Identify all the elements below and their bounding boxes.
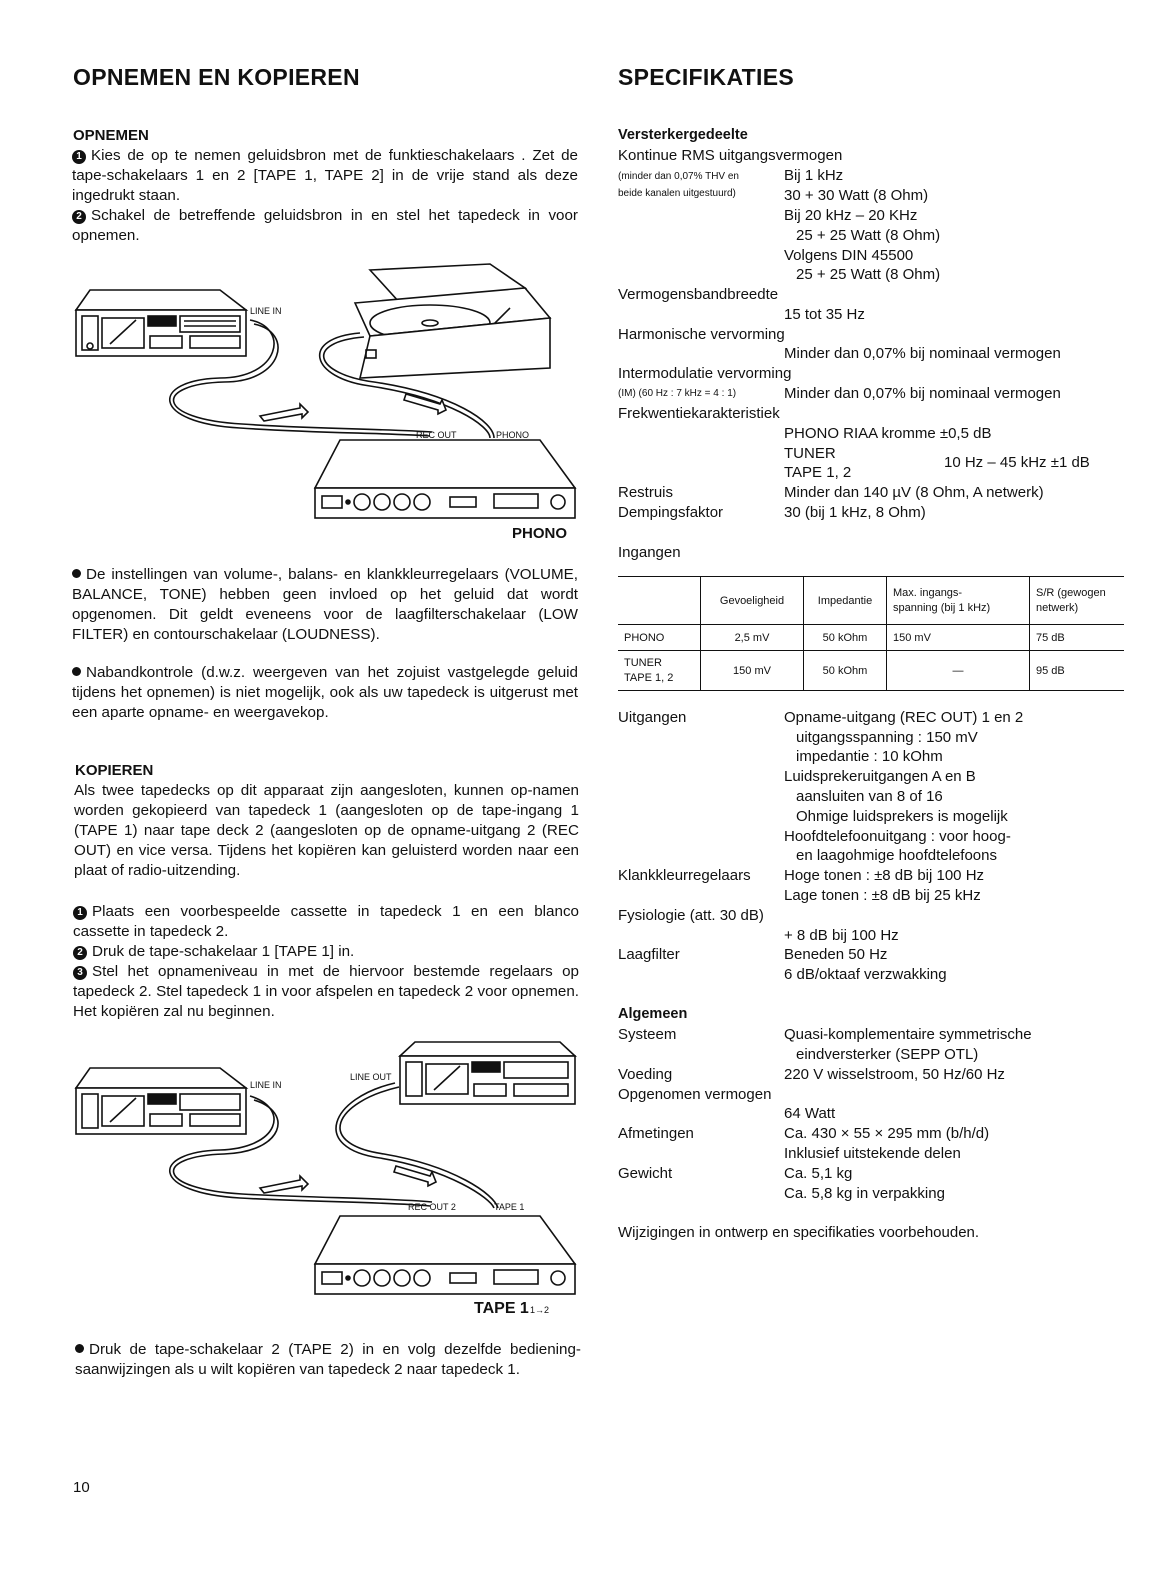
output-line-8: en laagohmige hoofdtelefoons xyxy=(796,847,997,864)
diagram2-caption-small: 1→2 xyxy=(530,1305,550,1315)
tape-1-jack-label: TAPE 1 xyxy=(494,1202,525,1212)
step-number-badge: 1 xyxy=(72,150,86,164)
table-header-cell: Impedantie xyxy=(804,577,887,625)
diagram2-caption: TAPE 1 xyxy=(474,1300,529,1317)
outputs-label: Uitgangen xyxy=(618,709,687,726)
inputs-table xyxy=(618,576,1124,691)
opnemen-step-2: 2 Schakel de betreffende geluidsbron in en stel het tapedeck in voor opnemen. xyxy=(72,207,578,244)
bullet-dot-icon xyxy=(72,569,81,578)
din: Volgens DIN 45500 xyxy=(784,247,914,264)
table-cell: — xyxy=(887,651,1030,691)
amplifier-illustration xyxy=(315,1216,575,1294)
bandwidth: 15 tot 35 Hz xyxy=(784,306,865,323)
dimensions-1: Ca. 430 × 55 × 295 mm (b/h/d) xyxy=(784,1125,990,1142)
damping: 30 (bij 1 kHz, 8 Ohm) xyxy=(784,504,926,521)
page-title-left: OPNEMEN EN KOPIEREN xyxy=(73,64,360,90)
step-number-badge: 1 xyxy=(73,906,87,920)
recording-diagram xyxy=(70,258,590,548)
system-label: Systeem xyxy=(618,1026,677,1043)
power-1: 30 + 30 Watt (8 Ohm) xyxy=(784,187,929,204)
lowfilter-label: Laagfilter xyxy=(618,946,680,963)
line-out-label: LINE OUT xyxy=(350,1072,392,1082)
noise-label: Restruis xyxy=(618,484,674,501)
im-note: (IM) (60 Hz : 7 kHz = 4 : 1) xyxy=(618,388,737,399)
spec-footer: Wijzigingen in ontwerp en specifikaties voorbehouden. xyxy=(618,1224,980,1241)
table-cell: 75 dB xyxy=(1030,625,1125,651)
table-cell: 2,5 mV xyxy=(701,625,804,651)
system-1: Quasi-komplementaire symmetrische xyxy=(784,1026,1032,1043)
opnemen-heading: OPNEMEN xyxy=(73,127,149,144)
im: Minder dan 0,07% bij nominaal vermogen xyxy=(784,385,1061,402)
opnemen-steps xyxy=(72,146,578,246)
kopieren-intro: Als twee tapedecks op dit apparaat zijn aangesloten, kunnen op-namen worden gekopieerd van tapedeck 1 (aangesloten op de tape-ingang 1 (TAPE 1) naar tape deck 2 (aangesloten op de opname-uitgang 2 (REC OUT) en vice versa. Tijdens het kopiëren kan geluisterd worden naar een plaat of radio-uitzending. xyxy=(74,782,579,879)
thd-note-2: beide kanalen uitgestuurd) xyxy=(618,188,736,199)
kopieren-step-3: 3 Stel het opnameniveau in met de hiervoor bestemde regelaars op tapedeck 2. Stel tapedeck 1 in voor afspelen en tapedeck 2 voor opnemen. Het kopiëren zal nu beginnen. xyxy=(73,963,579,1020)
tone-high: Hoge tonen : ±8 dB bij 100 Hz xyxy=(784,867,985,884)
bullet-dot-icon xyxy=(72,667,81,676)
power-2: 25 + 25 Watt (8 Ohm) xyxy=(796,227,941,244)
line-in-label: LINE IN xyxy=(250,1080,282,1090)
table-header-row xyxy=(618,577,1124,625)
output-line-1: Opname-uitgang (REC OUT) 1 en 2 xyxy=(784,709,1024,726)
table-cell: 95 dB xyxy=(1030,651,1125,691)
table-cell: PHONO xyxy=(624,631,665,644)
physio-label: Fysiologie (att. 30 dB) xyxy=(618,907,764,924)
harmonic: Minder dan 0,07% bij nominaal vermogen xyxy=(784,345,1061,362)
freq-range: 10 Hz – 45 kHz ±1 dB xyxy=(944,454,1090,471)
diagram1-caption: PHONO xyxy=(512,525,568,542)
noise: Minder dan 140 µV (8 Ohm, A netwerk) xyxy=(784,484,1044,501)
rec-out-label: REC OUT xyxy=(416,430,457,440)
page-number: 10 xyxy=(73,1479,90,1496)
kopieren-step-1: 1 Plaats een voorbespeelde cassette in tapedeck 1 en een blanco cassette in tapedeck 2. xyxy=(73,903,579,940)
output-line-2: uitgangsspanning : 150 mV xyxy=(796,729,978,746)
amplifier-illustration xyxy=(315,440,575,518)
step-number-badge: 3 xyxy=(73,966,87,980)
freq-phono: PHONO RIAA kromme ±0,5 dB xyxy=(784,425,992,442)
at-20khz: Bij 20 kHz – 20 KHz xyxy=(784,207,918,224)
power-supply-label: Voeding xyxy=(618,1066,673,1083)
bullet-1: De instellingen van volume-, balans- en klankkleurregelaars (VOLUME, BALANCE, TONE) hebben geen invloed op het geluid dat wordt opgenomen. Dit geldt eveneens voor de laagfilterschakelaar (LOW FILTER) en contourschakelaar (LOUDNESS). xyxy=(72,566,578,643)
table-row xyxy=(618,625,1124,651)
page-title-right: SPECIFIKATIES xyxy=(618,64,794,90)
tape-deck-1-illustration xyxy=(76,1068,246,1134)
kopieren-steps xyxy=(73,902,579,1022)
output-line-3: impedantie : 10 kOhm xyxy=(796,748,943,765)
table-header-cell: Max. ingangs- spanning (bij 1 kHz) xyxy=(887,577,1030,625)
lowfilter-2: 6 dB/oktaaf verzwakking xyxy=(784,966,947,983)
physio: + 8 dB bij 100 Hz xyxy=(784,927,899,944)
step-number-badge: 2 xyxy=(72,210,86,224)
inputs-label: Ingangen xyxy=(618,544,681,561)
power-3: 25 + 25 Watt (8 Ohm) xyxy=(796,266,941,283)
kopieren-heading: KOPIEREN xyxy=(75,762,154,779)
dimensions-label: Afmetingen xyxy=(618,1125,694,1142)
bullet-dot-icon xyxy=(75,1344,84,1353)
bullet-3: Druk de tape-schakelaar 2 (TAPE 2) in en volg dezelfde bediening-saanwijzingen als u wilt kopiëren van tapedeck 2 naar tapedeck 1. xyxy=(75,1341,581,1378)
bullet-2: Nabandkontrole (d.w.z. weergeven van het zojuist vastgelegde geluid tijdens het opnemen) is niet mogelijk, ook als uw tapedeck is uitgerust met een aparte opname- en weergavekop. xyxy=(72,664,578,721)
weight-label: Gewicht xyxy=(618,1165,673,1182)
consumption: 64 Watt xyxy=(784,1105,836,1122)
bandwidth-label: Vermogensbandbreedte xyxy=(618,286,779,303)
at-1khz: Bij 1 kHz xyxy=(784,167,844,184)
output-line-4: Luidsprekeruitgangen A en B xyxy=(784,768,976,785)
table-cell: TUNER TAPE 1, 2 xyxy=(624,656,674,684)
rec-out-2-label: REC OUT 2 xyxy=(408,1202,456,1212)
output-line-5: aansluiten van 8 of 16 xyxy=(796,788,943,805)
step-number-badge: 2 xyxy=(73,946,87,960)
consumption-label: Opgenomen vermogen xyxy=(618,1086,772,1103)
freq-tuner: TUNER xyxy=(784,445,836,462)
freq-tape: TAPE 1, 2 xyxy=(784,464,852,481)
table-header-cell xyxy=(618,577,701,625)
damping-label: Dempingsfaktor xyxy=(618,504,724,521)
output-line-6: Ohmige luidsprekers is mogelijk xyxy=(796,808,1008,825)
system-2: eindversterker (SEPP OTL) xyxy=(796,1046,979,1063)
table-cell: 50 kOhm xyxy=(804,625,887,651)
harmonic-label: Harmonische vervorming xyxy=(618,326,785,343)
im-label: Intermodulatie vervorming xyxy=(618,365,792,382)
weight-1: Ca. 5,1 kg xyxy=(784,1165,853,1182)
copying-diagram xyxy=(70,1038,590,1323)
kopieren-step-2: 2 Druk de tape-schakelaar 1 [TAPE 1] in. xyxy=(73,942,579,962)
freq-label: Frekwentiekarakteristiek xyxy=(618,405,780,422)
tone-label: Klankkleurregelaars xyxy=(618,867,751,884)
line-in-label: LINE IN xyxy=(250,306,282,316)
table-header-cell: Gevoeligheid xyxy=(701,577,804,625)
power-supply: 220 V wisselstroom, 50 Hz/60 Hz xyxy=(784,1066,1005,1083)
phono-jack-label: PHONO xyxy=(496,430,530,440)
tape-deck-illustration xyxy=(76,290,246,356)
general-heading: Algemeen xyxy=(618,1006,688,1022)
opnemen-step-1: 1 Kies de op te nemen geluidsbron met de funktieschakelaars . Zet de tape-schakelaars 1 en 2 [TAPE 1, TAPE 2] in de vrije stand als deze ingedrukt staan. xyxy=(72,147,578,204)
table-cell: 50 kOhm xyxy=(804,651,887,691)
tape-deck-2-illustration xyxy=(400,1042,575,1104)
table-cell: 150 mV xyxy=(701,651,804,691)
amp-heading: Versterkergedeelte xyxy=(618,127,748,143)
thd-note-1: (minder dan 0,07% THV en xyxy=(618,171,739,182)
rms-label: Kontinue RMS uitgangsvermogen xyxy=(618,147,843,164)
output-line-7: Hoofdtelefoonuitgang : voor hoog- xyxy=(784,828,1011,845)
table-row xyxy=(618,651,1124,691)
dimensions-2: Inklusief uitstekende delen xyxy=(784,1145,961,1162)
lowfilter-1: Beneden 50 Hz xyxy=(784,946,888,963)
weight-2: Ca. 5,8 kg in verpakking xyxy=(784,1185,945,1202)
turntable-illustration xyxy=(355,264,550,378)
tone-low: Lage tonen : ±8 dB bij 25 kHz xyxy=(784,887,981,904)
table-cell: 150 mV xyxy=(887,625,1030,651)
table-header-cell: S/R (gewogen netwerk) xyxy=(1030,577,1125,625)
